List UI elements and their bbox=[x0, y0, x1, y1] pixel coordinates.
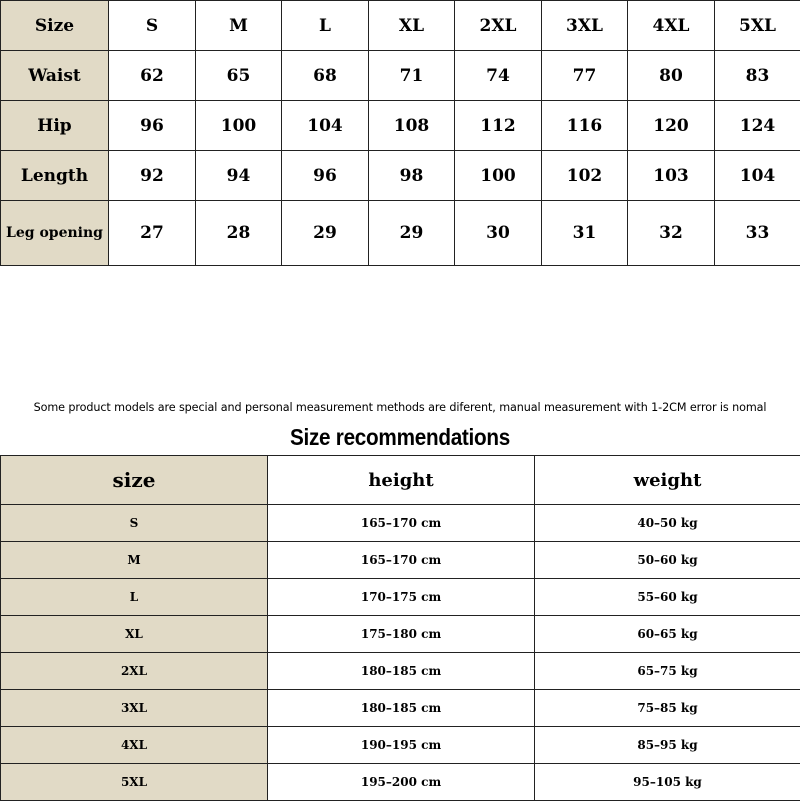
recommendation-row bbox=[1, 616, 800, 653]
rec-weight-cell: 60–65 kg bbox=[535, 616, 800, 653]
recommendation-row bbox=[1, 579, 800, 616]
size-header-cell: 5XL bbox=[715, 1, 800, 51]
row-label-hip: Hip bbox=[1, 101, 109, 151]
rec-weight-cell: 40–50 kg bbox=[535, 505, 800, 542]
measurement-cell: 33 bbox=[715, 201, 800, 266]
rec-height-cell: 165–170 cm bbox=[268, 505, 535, 542]
measurement-cell: 98 bbox=[369, 151, 455, 201]
measurement-cell: 62 bbox=[109, 51, 196, 101]
measurement-cell: 103 bbox=[628, 151, 715, 201]
row-label-length: Length bbox=[1, 151, 109, 201]
measurement-cell: 29 bbox=[282, 201, 369, 266]
measurement-cell: 96 bbox=[282, 151, 369, 201]
measurement-cell: 92 bbox=[109, 151, 196, 201]
rec-height-cell: 195–200 cm bbox=[268, 764, 535, 801]
measurement-cell: 68 bbox=[282, 51, 369, 101]
size-header-label: Size bbox=[1, 1, 109, 51]
recommendation-row bbox=[1, 690, 800, 727]
rec-height-cell: 180–185 cm bbox=[268, 653, 535, 690]
rec-size-cell: S bbox=[1, 505, 268, 542]
measurement-cell: 74 bbox=[455, 51, 542, 101]
measurement-cell: 102 bbox=[542, 151, 628, 201]
rec-weight-cell: 65–75 kg bbox=[535, 653, 800, 690]
rec-size-cell: XL bbox=[1, 616, 268, 653]
header-weight: weight bbox=[535, 456, 800, 505]
measurement-cell: 32 bbox=[628, 201, 715, 266]
measurement-cell: 124 bbox=[715, 101, 800, 151]
hip-row bbox=[1, 101, 800, 151]
measurement-cell: 120 bbox=[628, 101, 715, 151]
rec-weight-cell: 95–105 kg bbox=[535, 764, 800, 801]
measurement-cell: 27 bbox=[109, 201, 196, 266]
rec-size-cell: 4XL bbox=[1, 727, 268, 764]
rec-weight-cell: 55–60 kg bbox=[535, 579, 800, 616]
rec-height-cell: 175–180 cm bbox=[268, 616, 535, 653]
measurement-cell: 83 bbox=[715, 51, 800, 101]
recommendation-row bbox=[1, 764, 800, 801]
header-size: size bbox=[1, 456, 268, 505]
measurement-cell: 104 bbox=[715, 151, 800, 201]
measurement-cell: 77 bbox=[542, 51, 628, 101]
measurement-cell: 80 bbox=[628, 51, 715, 101]
measurement-cell: 108 bbox=[369, 101, 455, 151]
rec-size-cell: 2XL bbox=[1, 653, 268, 690]
size-chart-header-row bbox=[1, 1, 800, 51]
measurement-cell: 116 bbox=[542, 101, 628, 151]
measurement-cell: 100 bbox=[455, 151, 542, 201]
size-recommendation-table bbox=[0, 455, 800, 801]
rec-height-cell: 165–170 cm bbox=[268, 542, 535, 579]
size-header-cell: XL bbox=[369, 1, 455, 51]
section-title: Size recommendations bbox=[40, 424, 760, 451]
size-header-cell: 4XL bbox=[628, 1, 715, 51]
size-header-cell: M bbox=[196, 1, 282, 51]
measurement-cell: 28 bbox=[196, 201, 282, 266]
recommendation-row bbox=[1, 653, 800, 690]
measurement-disclaimer: Some product models are special and personal measurement methods are diferent, manual measurement with 1-2CM error is nomal bbox=[0, 401, 800, 414]
rec-weight-cell: 50–60 kg bbox=[535, 542, 800, 579]
measurement-cell: 71 bbox=[369, 51, 455, 101]
recommendation-row bbox=[1, 505, 800, 542]
measurement-cell: 96 bbox=[109, 101, 196, 151]
rec-size-cell: M bbox=[1, 542, 268, 579]
rec-height-cell: 190–195 cm bbox=[268, 727, 535, 764]
size-header-cell: S bbox=[109, 1, 196, 51]
rec-weight-cell: 85–95 kg bbox=[535, 727, 800, 764]
measurement-cell: 65 bbox=[196, 51, 282, 101]
waist-row bbox=[1, 51, 800, 101]
leg-opening-row bbox=[1, 201, 800, 266]
rec-height-cell: 180–185 cm bbox=[268, 690, 535, 727]
recommendation-header-row bbox=[1, 456, 800, 505]
header-height: height bbox=[268, 456, 535, 505]
recommendation-row bbox=[1, 727, 800, 764]
measurement-cell: 112 bbox=[455, 101, 542, 151]
row-label-leg-opening: Leg opening bbox=[1, 201, 109, 266]
size-header-cell: 3XL bbox=[542, 1, 628, 51]
rec-weight-cell: 75–85 kg bbox=[535, 690, 800, 727]
recommendation-row bbox=[1, 542, 800, 579]
size-chart-table bbox=[0, 0, 800, 266]
rec-size-cell: 3XL bbox=[1, 690, 268, 727]
size-header-cell: L bbox=[282, 1, 369, 51]
measurement-cell: 29 bbox=[369, 201, 455, 266]
measurement-cell: 31 bbox=[542, 201, 628, 266]
measurement-cell: 100 bbox=[196, 101, 282, 151]
measurement-cell: 30 bbox=[455, 201, 542, 266]
rec-size-cell: L bbox=[1, 579, 268, 616]
rec-height-cell: 170–175 cm bbox=[268, 579, 535, 616]
row-label-waist: Waist bbox=[1, 51, 109, 101]
rec-size-cell: 5XL bbox=[1, 764, 268, 801]
measurement-cell: 94 bbox=[196, 151, 282, 201]
size-header-cell: 2XL bbox=[455, 1, 542, 51]
measurement-cell: 104 bbox=[282, 101, 369, 151]
length-row bbox=[1, 151, 800, 201]
